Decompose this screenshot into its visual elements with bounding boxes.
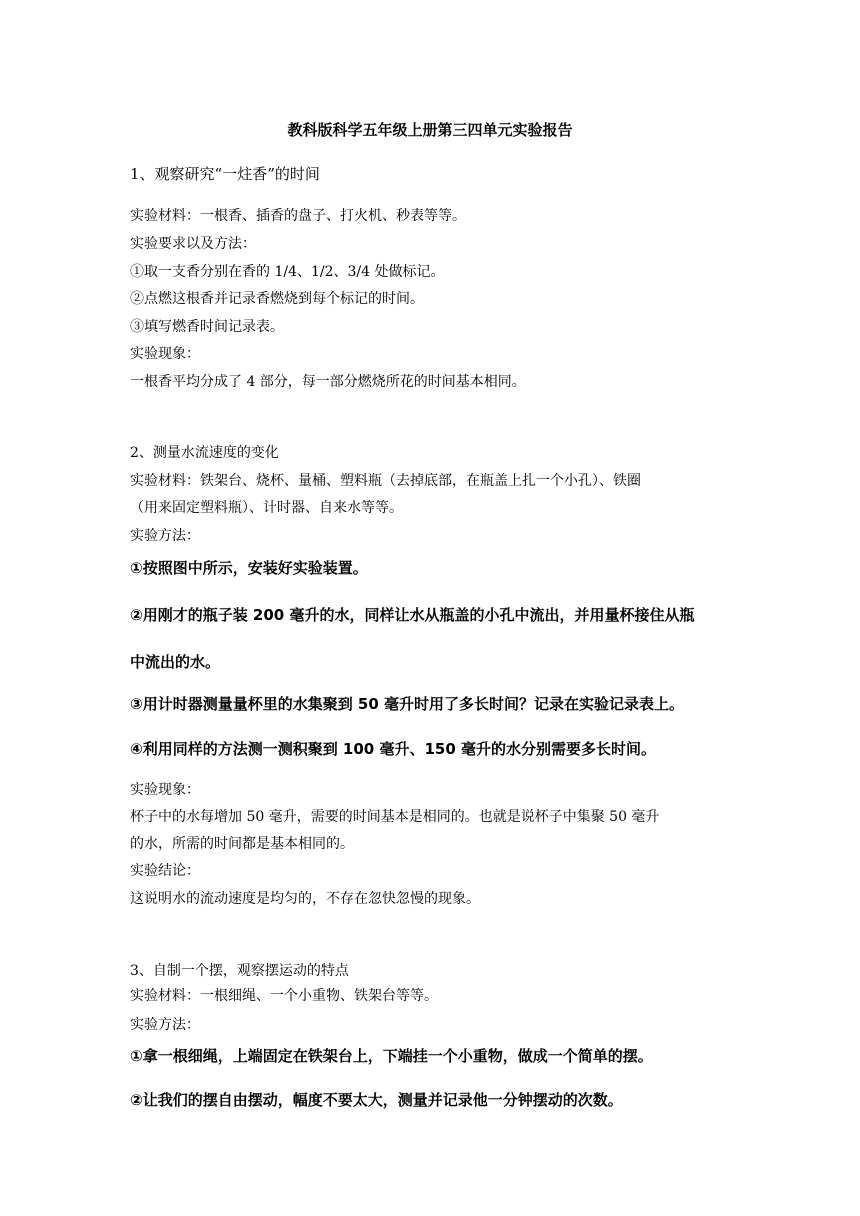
section-1-phenomenon: 一根香平均分成了 4 部分，每一部分燃烧所花的时间基本相同。 — [130, 374, 526, 390]
section-3-method-label: 实验方法： — [130, 1017, 200, 1033]
section-2-step-2-cont: 中流出的水。 — [130, 653, 221, 671]
section-2-conclusion: 这说明水的流动速度是均匀的，不存在忽快忽慢的现象。 — [130, 891, 480, 907]
section-2-step-4: ④利用同样的方法测一测积聚到 100 毫升、150 毫升的水分别需要多长时间。 — [130, 740, 656, 758]
section-3-step-1: ①拿一根细绳，上端固定在铁架台上，下端挂一个小重物，做成一个简单的摆。 — [130, 1047, 653, 1065]
section-1-step: ①取一支香分别在香的 1/4、1/2、3/4 处做标记。 — [130, 264, 445, 280]
section-2-heading: 2、测量水流速度的变化 — [130, 445, 279, 461]
section-2-phenomenon-label: 实验现象： — [130, 782, 200, 798]
section-2-materials-cont: （用来固定塑料瓶）、计时器、自来水等等。 — [130, 500, 403, 516]
section-2-phenomenon-cont: 的水，所需的时间都是基本相同的。 — [130, 836, 354, 852]
section-1-heading: 1、观察研究“一炷香”的时间 — [130, 165, 320, 183]
section-2-step-2: ②用刚才的瓶子装 200 毫升的水，同样让水从瓶盖的小孔中流出，并用量杯接住从瓶 — [130, 606, 695, 624]
section-2-step-3: ③用计时器测量量杯里的水集聚到 50 毫升时用了多长时间？记录在实验记录表上。 — [130, 695, 685, 713]
section-1-step: ③填写燃香时间记录表。 — [130, 319, 284, 335]
section-3-materials: 实验材料：一根细绳、一个小重物、铁架台等等。 — [130, 988, 438, 1004]
document-title: 教科版科学五年级上册第三四单元实验报告 — [287, 121, 573, 139]
section-1-materials: 实验材料：一根香、插香的盘子、打火机、秒表等等。 — [130, 208, 466, 224]
section-2-step-1: ①按照图中所示，安装好实验装置。 — [130, 559, 368, 577]
section-2-conclusion-label: 实验结论： — [130, 863, 200, 879]
section-2-phenomenon: 杯子中的水每增加 50 毫升，需要的时间基本是相同的。也就是说杯子中集聚 50 毫升 — [130, 809, 660, 825]
section-1-method-label: 实验要求以及方法： — [130, 236, 256, 252]
section-2-method-label: 实验方法： — [130, 528, 200, 544]
section-3-heading: 3、自制一个摆，观察摆运动的特点 — [130, 963, 349, 979]
section-3-step-2: ②让我们的摆自由摆动，幅度不要太大，测量并记录他一分钟摆动的次数。 — [130, 1091, 623, 1109]
section-1-phenomenon-label: 实验现象： — [130, 346, 200, 362]
section-2-materials: 实验材料：铁架台、烧杯、量桶、塑料瓶（去掉底部，在瓶盖上扎一个小孔）、铁圈 — [130, 473, 641, 489]
section-1-step: ②点燃这根香并记录香燃烧到每个标记的时间。 — [130, 291, 424, 307]
